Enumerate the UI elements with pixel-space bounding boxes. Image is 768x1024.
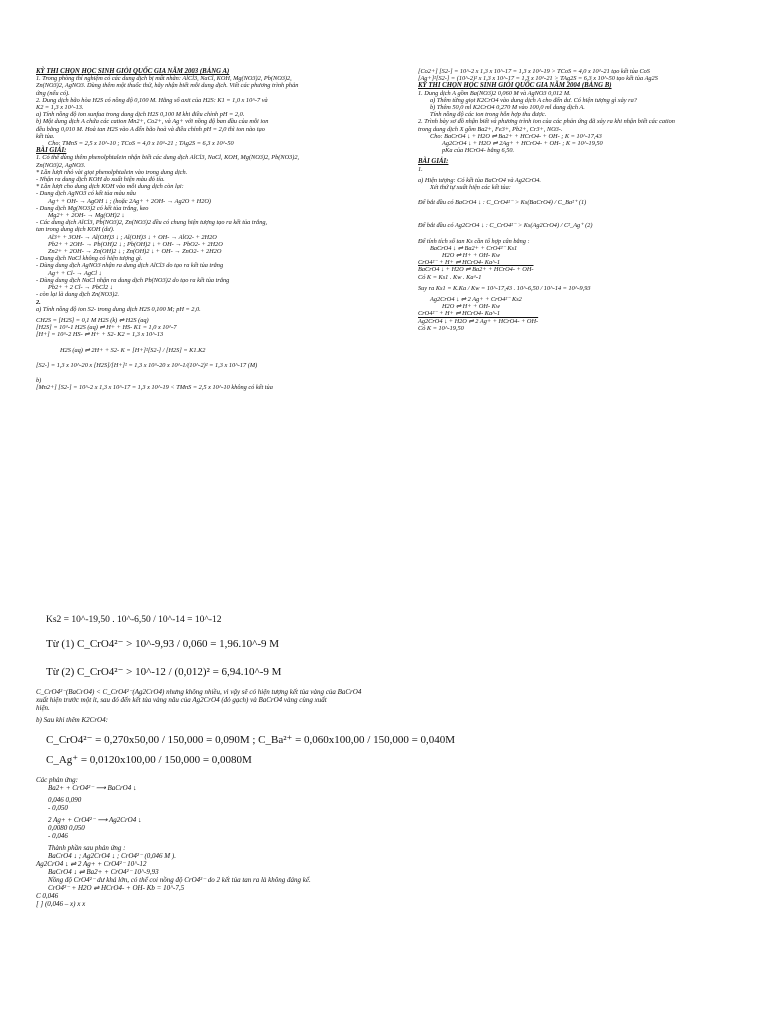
- solution-heading: BÀI GIẢI:: [36, 147, 67, 155]
- reaction-equation: Mg2+ + 2OH- → Mg(OH)2 ↓: [48, 212, 125, 220]
- stoichiometry-row: - 0,050: [48, 804, 68, 812]
- question-2-line: 2. Dung dịch bão hòa H2S có nồng độ 0,100 M. Hằng số axit của H2S: K1 = 1,0 x 10^-7 và: [36, 96, 268, 104]
- reaction-equation: Ag+ + Cl- → AgCl ↓: [48, 269, 102, 277]
- condition-formula-2: Để bắt đầu có Ag2CrO4 ↓ : C_CrO4²⁻ > Ks(Ag2CrO4) / C²_Ag⁺ (2): [418, 222, 593, 230]
- question-2b-line: đều bằng 0,010 M. Hoà tan H2S vào A đến bão hoà và điều chỉnh pH = 2,0 thì ion nào tạo: [36, 125, 265, 133]
- solution-line: a) Hiện tượng: Có kết tủa BaCrO4 và Ag2CrO4.: [418, 176, 541, 184]
- solution-line: Có K = Ks1 . Kw . Ka^-1: [418, 273, 482, 281]
- solution-line: - còn lại là dung dịch Zn(NO3)2.: [36, 291, 120, 299]
- composition-heading: Thành phần sau phản ứng :: [48, 844, 126, 852]
- ice-row-equilibrium: [ ] (0,046 – x) x x: [36, 900, 86, 908]
- solution-line: tan trong dung dịch KOH (dư).: [36, 226, 115, 234]
- question-1-line: 1. Trong phòng thí nghiệm có các dung dịch bị mất nhãn: AlCl3, NaCl, KOH, Mg(NO3)2, Pb(NO3)2,: [36, 75, 292, 83]
- solution-line: Để tính tích số tan Ks cần tổ hợp cân bằng :: [418, 237, 530, 245]
- solution-line: - Dung dịch Mg(NO3)2 có kết tủa trắng, keo: [36, 204, 149, 212]
- sulfide-concentration-formula: [S2-] = 1,3 x 10^-20 x [H2S]/[H+]² = 1,3 x 10^-20 x 10^-1/(10^-2)² = 1,3 x 10^-17 (M): [36, 361, 258, 369]
- given-equilibrium: Cho: BaCrO4 ↓ + H2O ⇌ Ba2+ + HCrO4- + OH- ; K = 10^-17,43: [430, 132, 602, 140]
- reaction-equation: Pb2+ + 2OH- → Pb(OH)2 ↓ ; Pb(OH)2 ↓ + OH- → PbO2- + 2H2O: [48, 240, 223, 248]
- ks2-result: Ks2 = 10^-19,50 . 10^-6,50 / 10^-14 = 10^-12: [46, 615, 222, 625]
- solution-line: b): [36, 376, 42, 384]
- equilibrium-sum-line: BaCrO4 ↓ + H2O ⇌ Ba2+ + HCrO4- + OH-: [418, 266, 534, 274]
- solution-line: - Các dung dịch AlCl3, Pb(NO3)2, Zn(NO3)2 đều có chung hiện tượng tạo ra kết tủa trắng,: [36, 219, 268, 227]
- conclusion-line: hiện.: [36, 704, 50, 712]
- solution-line: a) Tính nồng độ ion S2- trong dung dịch H2S 0,100 M; pH = 2,0.: [36, 305, 201, 313]
- equilibrium-line: CH2S = [H2S] = 0,1 M H2S (k) ⇌ H2S (aq): [36, 316, 149, 324]
- condition-formula-1: Để bắt đầu có BaCrO4 ↓ : C_CrO4²⁻ > Ks(BaCrO4) / C_Ba²⁺ (1): [418, 199, 587, 207]
- conclusion-line: C_CrO4²⁻(BaCrO4) < C_CrO4²⁻(Ag2CrO4) nhưng không nhiều, vì vậy sẽ có hiện tượng kết tủa vàng của BaCrO4: [36, 688, 362, 696]
- solution-line: Xét thứ tự xuất hiện các kết tủa:: [430, 184, 511, 192]
- question-2-line: 2. Trình bày sơ đồ nhận biết và phương trình ion của các phản ứng đã xảy ra khi nhận biết các cation: [418, 118, 675, 126]
- reaction-equation: Pb2+ + 2 Cl- → PbCl2 ↓: [48, 284, 113, 292]
- question-2b-line: kết tủa.: [36, 132, 55, 140]
- concentration-formula: C_CrO4²⁻ = 0,270x50,00 / 150,000 = 0,090M ; C_Ba²⁺ = 0,060x100,00 / 150,000 = 0,040M: [46, 734, 456, 746]
- equilibrium-line: CrO4²⁻ + H+ ⇌ HCrO4- Ka^-1: [418, 259, 500, 267]
- question-1-line: 1. Dung dịch A gồm Ba(NO3)2 0,060 M và AgNO3 0,012 M.: [418, 89, 571, 97]
- ks1-result: Suy ra Ks1 = K.Ka / Kw = 10^-17,43 . 10^-6,50 / 10^-14 = 10^-9,93: [418, 284, 591, 292]
- exam-title-2004: KỲ THI CHỌN HỌC SINH GIỎI QUỐC GIA NĂM 2004 (BẢNG B): [418, 82, 612, 90]
- solution-heading: BÀI GIẢI:: [418, 158, 449, 166]
- precipitation-check: [Ag+]²[S2-] = (10^-2)² x 1,3 x 10^-17 = 1,3 x 10^-21 > TAg2S = 6,3 x 10^-50 tạo kết tủa Ag2S: [418, 75, 658, 83]
- question-2-line: trong dung dịch X gồm Ba2+, Fe3+, Pb2+, Cr3+, NO3-.: [418, 125, 563, 133]
- equilibrium-line: CrO4²⁻ + H+ ⇌ HCrO4- Ka^-1: [418, 310, 500, 318]
- solution-line: - Dung dịch NaCl không có hiện tượng gì.: [36, 255, 143, 263]
- solution-line: 2.: [36, 298, 41, 306]
- left-column: [36, 68, 386, 391]
- equilibrium-line: H2O ⇌ H+ + OH- Kw: [442, 303, 501, 311]
- solution-line: * Lần lượt cho dung dịch KOH vào mỗi dung dịch còn lại:: [36, 183, 184, 191]
- solution-line: 1.: [418, 165, 423, 173]
- stoichiometry-row: 0,046 0,090: [48, 796, 82, 804]
- equilibrium-line: BaCrO4 ↓ ⇌ Ba2+ + CrO4²⁻ Ks1: [430, 244, 518, 252]
- equilibrium-line: [H2S] = 10^-1 H2S (aq) ⇌ H+ + HS- K1 = 1,0 x 10^-7: [36, 324, 177, 332]
- given-pka: pKa của HCrO4- bằng 6,50.: [442, 147, 515, 155]
- conclusion-line: xuất hiện trước một ít, sau đó đến kết tủa vàng nâu của Ag2CrO4 (đỏ gạch) và BaCrO4 vàng cùng xuất: [36, 696, 327, 704]
- equilibrium-line: Ag2CrO4 ↓ ⇌ 2 Ag+ + CrO4²⁻ 10^-12: [36, 860, 147, 868]
- reaction-equation: Al3+ + 3OH- → Al(OH)3 ↓ ; Al(OH)3 ↓ + OH- → AlO2- + 2H2O: [48, 233, 217, 241]
- note-line: Nồng độ CrO4²⁻ dư khá lớn, có thể coi nồng độ CrO4²⁻ do 2 kết tủa tan ra là không đáng kể.: [48, 876, 311, 884]
- question-1a-line: a) Thêm từng giọt K2CrO4 vào dung dịch A cho đến dư. Có hiện tượng gì xảy ra?: [430, 96, 637, 104]
- question-1-line: ứng (nếu có).: [36, 89, 70, 97]
- equilibrium-line: BaCrO4 ↓ ⇌ Ba2+ + CrO4²⁻ 10^-9,93: [48, 868, 159, 876]
- solution-line: * Lần lượt nhỏ vài giọt phenolphtalein vào trong dung dịch.: [36, 168, 188, 176]
- question-1-line: Zn(NO3)2, AgNO3. Dùng thêm một thuốc thử, hãy nhận biết mỗi dung dịch. Viết các phương trình phản: [36, 82, 299, 90]
- condition-result-1: Từ (1) C_CrO4²⁻ > 10^-9,93 / 0,060 = 1,96.10^-9 M: [46, 638, 280, 650]
- reaction-equation: Zn2+ + 2OH- → Zn(OH)2 ↓ ; Zn(OH)2 ↓ + OH- → ZnO2- + 2H2O: [48, 248, 222, 256]
- solution-line: 1. Có thể dùng thêm phenolphtalein nhận biết các dung dịch AlCl3, NaCl, KOH, Mg(NO3)2, Pb(NO3)2,: [36, 154, 300, 162]
- reaction-equation: Ag+ + OH- → AgOH ↓ ; (hoặc 2Ag+ + 2OH- → Ag2O + H2O): [48, 197, 212, 205]
- equilibrium-line: [H+] = 10^-2 HS- ⇌ H+ + S2- K2 = 1,3 x 10^-13: [36, 331, 164, 339]
- precipitation-check: [Mn2+] [S2-] = 10^-2 x 1,3 x 10^-17 = 1,3 x 10^-19 < TMnS = 2,5 x 10^-10 không có kết tủa: [36, 384, 273, 392]
- exam-title-2003: KỲ THI CHỌN HỌC SINH GIỎI QUỐC GIA NĂM 2003 (BẢNG A): [36, 68, 230, 75]
- bottom-section: [36, 612, 736, 908]
- solution-line: Có K = 10^-19,50: [418, 324, 464, 332]
- equilibrium-sum-line: Ag2CrO4 ↓ + H2O ⇌ 2 Ag+ + HCrO4- + OH-: [418, 317, 539, 325]
- solution-line: - Nhận ra dung dịch KOH do xuất hiện màu đỏ tía.: [36, 176, 165, 184]
- equilibrium-line: H2O ⇌ H+ + OH- Kw: [442, 252, 501, 260]
- question-1b-line: Tính nồng độ các ion trong hỗn hợp thu được.: [430, 111, 547, 119]
- equilibrium-line: CrO4²⁻ + H2O ⇌ HCrO4- + OH- Kb = 10^-7,5: [48, 884, 185, 892]
- stoichiometry-row: 0,0080 0,050: [48, 824, 85, 832]
- part-b-heading: b) Sau khi thêm K2CrO4:: [36, 716, 108, 724]
- question-1b-line: b) Thêm 50,0 ml K2CrO4 0,270 M vào 100,0 ml dung dịch A.: [430, 104, 585, 112]
- given-constants: Cho: TMnS = 2,5 x 10^-10 ; TCoS = 4,0 x 10^-21 ; TAg2S = 6,3 x 10^-50: [48, 140, 234, 148]
- condition-result-2: Từ (2) C_CrO4²⁻ > 10^-12 / (0,012)² = 6,94.10^-9 M: [46, 666, 282, 678]
- stoichiometry-row: - 0,046: [48, 832, 68, 840]
- reaction-equation: Ba2+ + CrO4²⁻ ⟶ BaCrO4 ↓: [48, 784, 137, 792]
- question-2a-line: a) Tính nồng độ ion sunfua trong dung dịch H2S 0,100 M khi điều chỉnh pH = 2,0.: [36, 111, 245, 119]
- question-2b-line: b) Một dung dịch A chứa các cation Mn2+, Co2+, và Ag+ với nồng độ ban đầu của mỗi ion: [36, 118, 269, 126]
- equilibrium-constant-formula: H2S (aq) ⇌ 2H+ + S2- K = [H+]²[S2-] / [H2S] = K1.K2: [60, 346, 206, 354]
- question-2-line: K2 = 1,3 x 10^-13.: [36, 104, 84, 112]
- reactions-heading: Các phản ứng:: [36, 776, 78, 784]
- composition-line: BaCrO4 ↓ ; Ag2CrO4 ↓ ; CrO4²⁻ (0,046 M ).: [48, 852, 176, 860]
- solution-line: - Dùng dung dịch AgNO3 nhận ra dung dịch AlCl3 do tạo ra kết tủa trắng: [36, 262, 224, 270]
- equilibrium-line: Ag2CrO4 ↓ ⇌ 2 Ag+ + CrO4²⁻ Ks2: [430, 296, 522, 304]
- precipitation-check: [Co2+] [S2-] = 10^-2 x 1,3 x 10^-17 = 1,3 x 10^-19 > TCoS = 4,0 x 10^-21 tạo kết tủa CoS: [418, 68, 650, 75]
- solution-line: Zn(NO3)2, AgNO3.: [36, 161, 86, 169]
- reaction-equation: 2 Ag+ + CrO4²⁻ ⟶ Ag2CrO4 ↓: [48, 816, 142, 824]
- given-equilibrium: Ag2CrO4 ↓ + H2O ⇌ 2Ag+ + HCrO4- + OH- ; K = 10^-19,50: [442, 140, 603, 148]
- right-column: [418, 68, 753, 332]
- solution-line: - Dung dịch AgNO3 có kết tủa màu nâu: [36, 190, 136, 198]
- concentration-formula: C_Ag⁺ = 0,0120x100,00 / 150,000 = 0,0080M: [46, 754, 252, 766]
- solution-line: - Dùng dung dịch NaCl nhận ra dung dịch Pb(NO3)2 do tạo ra kết tủa trắng: [36, 276, 230, 284]
- ice-row-initial: C 0,046: [36, 892, 59, 900]
